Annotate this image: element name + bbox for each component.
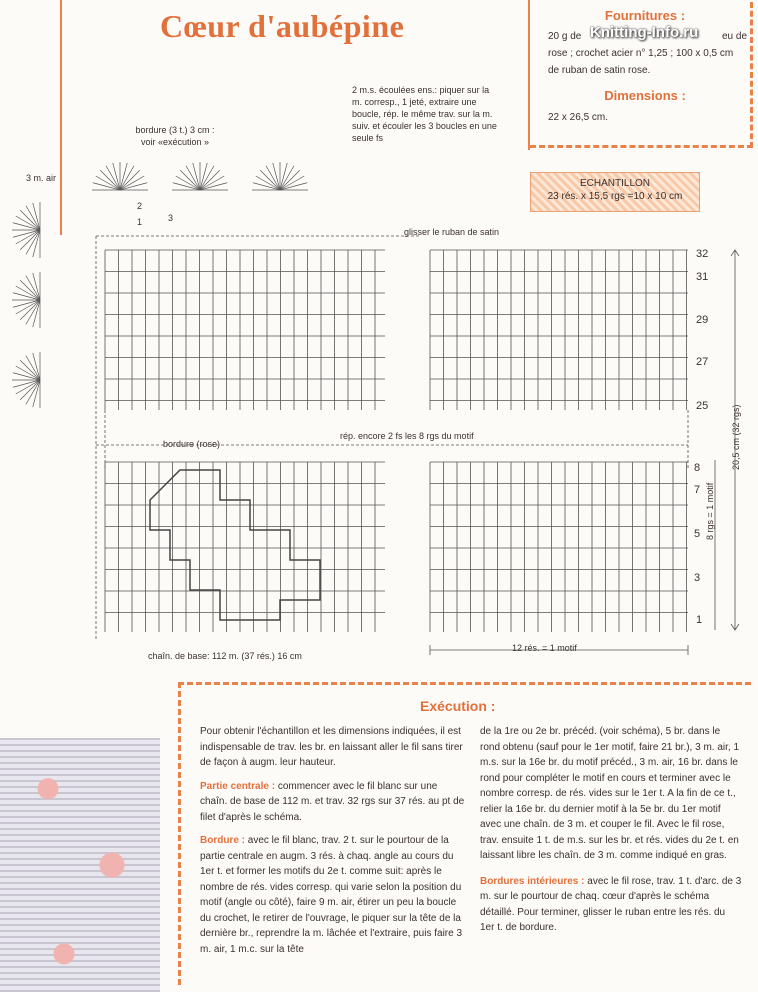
dimensions-heading: Dimensions : bbox=[604, 88, 686, 103]
motif-height-label: 8 rgs = 1 motif bbox=[705, 482, 715, 540]
rose-border-label: bordure (rose) bbox=[163, 439, 221, 449]
stitch-note: 2 m.s. écoulées ens.: piquer sur la m. corresp., 1 jeté, extraire une boucle, rép. le même trav. sur la m. suiv. et écouler les 3 boucles en une seule fs bbox=[352, 85, 497, 143]
border-label: bordure (3 t.) 3 cm : voir «exécution » bbox=[135, 125, 215, 147]
chain-label: 3 m. air bbox=[26, 173, 57, 183]
corner-num-2: 2 bbox=[137, 201, 143, 211]
row-num-7: 7 bbox=[694, 484, 701, 496]
execution-heading: Exécution : bbox=[420, 698, 496, 714]
dimensions-value: 22 x 26,5 cm. bbox=[548, 112, 609, 123]
heart-motif bbox=[150, 470, 320, 620]
base-chain-label: chaîn. de base: 112 m. (37 rés.) 16 cm bbox=[148, 651, 302, 661]
inner-border-para: Bordures intérieures : avec le fil rose, trav. 1 t. d'arc. de 3 m. sur le pourtour de chaq. cœur d'après le schéma détaillé. Pour terminer, glisser le ruban entre les rés. du 1er t. de bordure. bbox=[480, 875, 742, 933]
lace-photo bbox=[0, 738, 160, 992]
motif-width-arrow bbox=[430, 645, 688, 655]
ribbon-label: glisser le ruban de satin bbox=[404, 227, 500, 237]
corner-num-3: 3 bbox=[168, 213, 174, 223]
row-num-32: 32 bbox=[696, 248, 709, 260]
supplies-line1-end: eu de bbox=[722, 31, 748, 42]
page-title: Cœur d'aubépine bbox=[160, 8, 405, 44]
supplies-line1: 20 g de bbox=[548, 31, 582, 42]
intro-para: Pour obtenir l'échantillon et les dimensions indiquées, il est indispensable de trav. les br. en laissant aller le fil sans tirer de façon à augm. leur hauteur. bbox=[200, 726, 463, 768]
row-num-1: 1 bbox=[696, 614, 703, 626]
height-arrow bbox=[731, 250, 739, 630]
height-label: 20,5 cm (32 rgs) bbox=[731, 404, 741, 470]
row-num-8: 8 bbox=[694, 462, 701, 474]
execution-col1 bbox=[200, 724, 465, 957]
motif-width-label: 12 rés. = 1 motif bbox=[512, 643, 577, 653]
row-num-3: 3 bbox=[694, 572, 701, 584]
border-para: Bordure : avec le fil blanc, trav. 2 t. sur le pourtour de la partie centrale en augm. 3 rés. à chaq. angle au cours du 1er t. et former les motifs du 2e t. comme suit: après le nombre de rés. vides corresp. qui varie selon la position du motif (angle ou côté), faire 9 m. air, étirer un peu la boucle du crochet, le retirer de l'ouvrage, le piquer sur la tête de la dernière br., reprendre la m. lâchée et l'extraire, puis faire 3 m. air, 1 m.c. sur la tête bbox=[200, 835, 463, 955]
row-num-29: 29 bbox=[696, 314, 709, 326]
repeat-label: rép. encore 2 fs les 8 rgs du motif bbox=[340, 431, 474, 441]
execution-col2 bbox=[480, 724, 742, 936]
supplies-line3: de ruban de satin rose. bbox=[548, 65, 651, 76]
supplies-heading: Fournitures : bbox=[604, 8, 686, 23]
row-num-25: 25 bbox=[696, 400, 709, 412]
row-num-31: 31 bbox=[696, 271, 709, 283]
row-num-27: 27 bbox=[696, 356, 709, 368]
watermark: Knitting-Info.ru bbox=[590, 24, 699, 41]
border-continued: de la 1re ou 2e br. précéd. (voir schéma), 5 br. dans le rond obtenu (sauf pour le 1er motif, faire 21 br.), 3 m. air, 1 m.s. sur la 16e br. du motif précéd., 3 m. air, 16 br. dans le rond pour compléter le motif en cours et terminer avec le nombre corresp. de rés. vides sur le 1er t. A la fin de ce t., relier la 16e br. du dernier motif à la 5e br. du 1er motif avec une chaîn. de 3 m. et couper le fil. Avec le fil rose, trav. ensuite 1 t. de m.s. sur les br. et rés. vides du 2e t. en laissant libre les chaîn. de 3 m. comme indiqué en gras. bbox=[480, 726, 740, 861]
row-num-5: 5 bbox=[694, 528, 701, 540]
central-para: Partie centrale : commencer avec le fil blanc sur une chaîn. de base de 112 m. et trav. 32 rgs sur 37 rés. au pt de filet d'après le schéma. bbox=[200, 780, 465, 823]
gauge-label: ECHANTILLON bbox=[579, 178, 650, 189]
gauge-value: 23 rés. x 15,5 rgs =10 x 10 cm bbox=[547, 191, 683, 202]
supplies-line2: rose ; crochet acier n° 1,25 ; 100 x 0,5 cm bbox=[548, 48, 734, 59]
corner-num-1: 1 bbox=[137, 217, 143, 227]
repeat-bracket bbox=[105, 410, 688, 470]
